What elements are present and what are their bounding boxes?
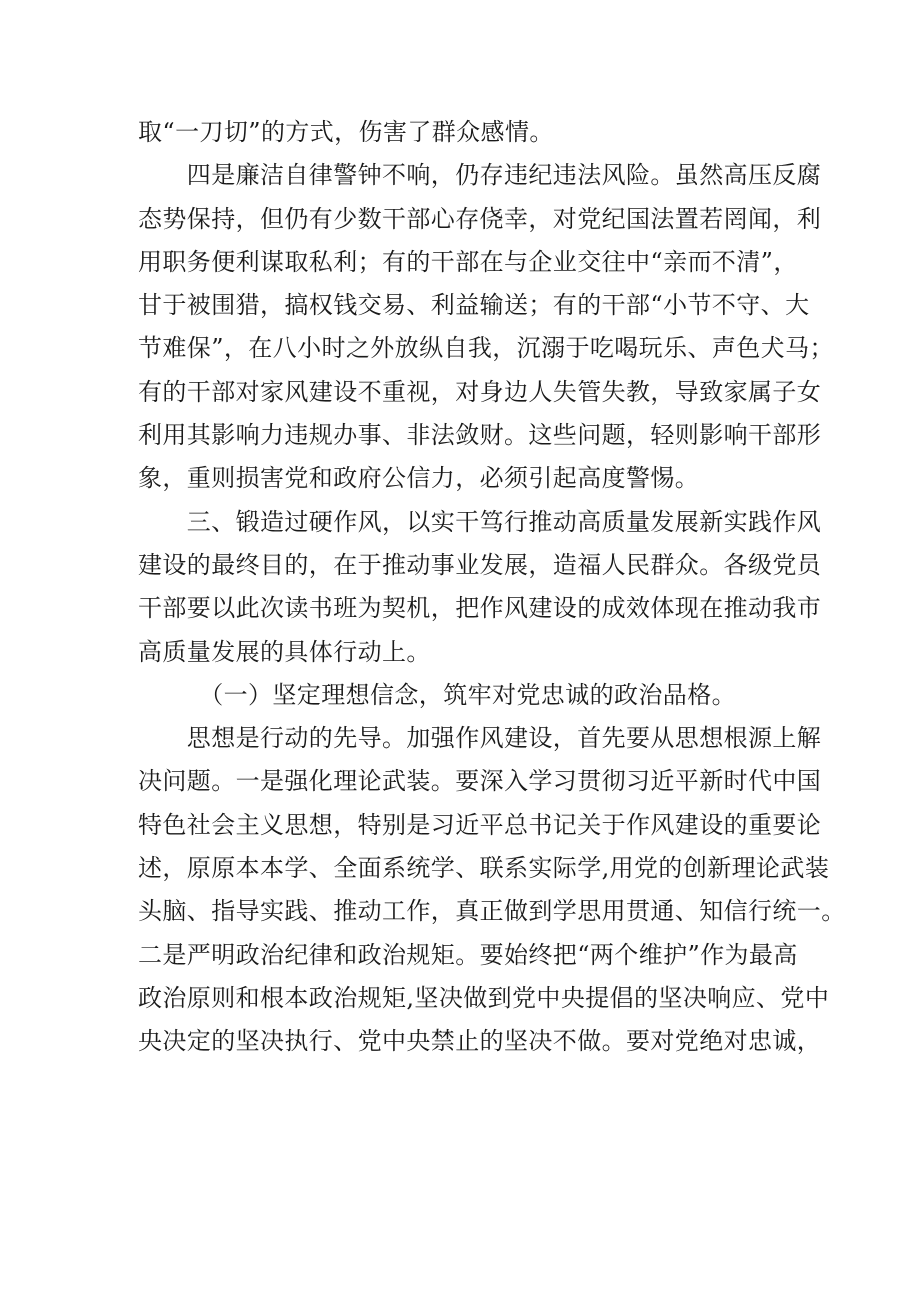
text-line: 头脑、指导实践、推动工作，真正做到学思用贯通、知信行统一。 [138,897,846,926]
text-line: 思想是行动的先导。加强作风建设，首先要从思想根源上解 [138,724,822,753]
text-line: 述，原原本本学、全面系统学、联系实际学,用党的创新理论武装 [138,854,830,883]
text-line: 央决定的坚决执行、党中央禁止的坚决不做。要对党绝对忠诚， [138,1027,822,1056]
text-line: 利用其影响力违规办事、非法敛财。这些问题，轻则影响干部形 [138,421,822,450]
section-heading-line: 三、锻造过硬作风，以实干笃行推动高质量发展新实践作风 [138,507,822,536]
text-line: 干部要以此次读书班为契机，把作风建设的成效体现在推动我市 [138,594,822,623]
text-line: 节难保”，在八小时之外放纵自我，沉溺于吃喝玩乐、声色犬马； [138,334,834,363]
text-line: 特色社会主义思想，特别是习近平总书记关于作风建设的重要论 [138,810,822,839]
text-line: 态势保持，但仍有少数干部心存侥幸，对党纪国法置若罔闻，利 [138,204,822,233]
text-line: 用职务便利谋取私利；有的干部在与企业交往中“亲而不清”， [138,247,798,276]
text-line: 取“一刀切”的方式，伤害了群众感情。 [138,118,554,146]
text-line: 建设的最终目的，在于推动事业发展，造福人民群众。各级党员 [138,550,822,579]
text-line: 高质量发展的具体行动上。 [138,637,431,666]
text-line: 决问题。一是强化理论武装。要深入学习贯彻习近平新时代中国 [138,767,822,796]
text-line: 政治原则和根本政治规矩,坚决做到党中央提倡的坚决响应、党中 [138,983,830,1012]
subsection-heading: （一）坚定理想信念，筑牢对党忠诚的政治品格。 [138,680,736,709]
document-page [138,111,846,1064]
text-line: 四是廉洁自律警钟不响，仍存违纪违法风险。虽然高压反腐 [138,161,822,190]
text-line: 象，重则损害党和政府公信力，必须引起高度警惕。 [138,464,700,493]
text-line: 甘于被围猎，搞权钱交易、利益输送；有的干部“小节不守、大 [138,291,810,320]
text-line: 二是严明政治纪律和政治规矩。要始终把“两个维护”作为最高 [138,940,798,969]
text-line: 有的干部对家风建设不重视，对身边人失管失教，导致家属子女 [138,377,822,406]
